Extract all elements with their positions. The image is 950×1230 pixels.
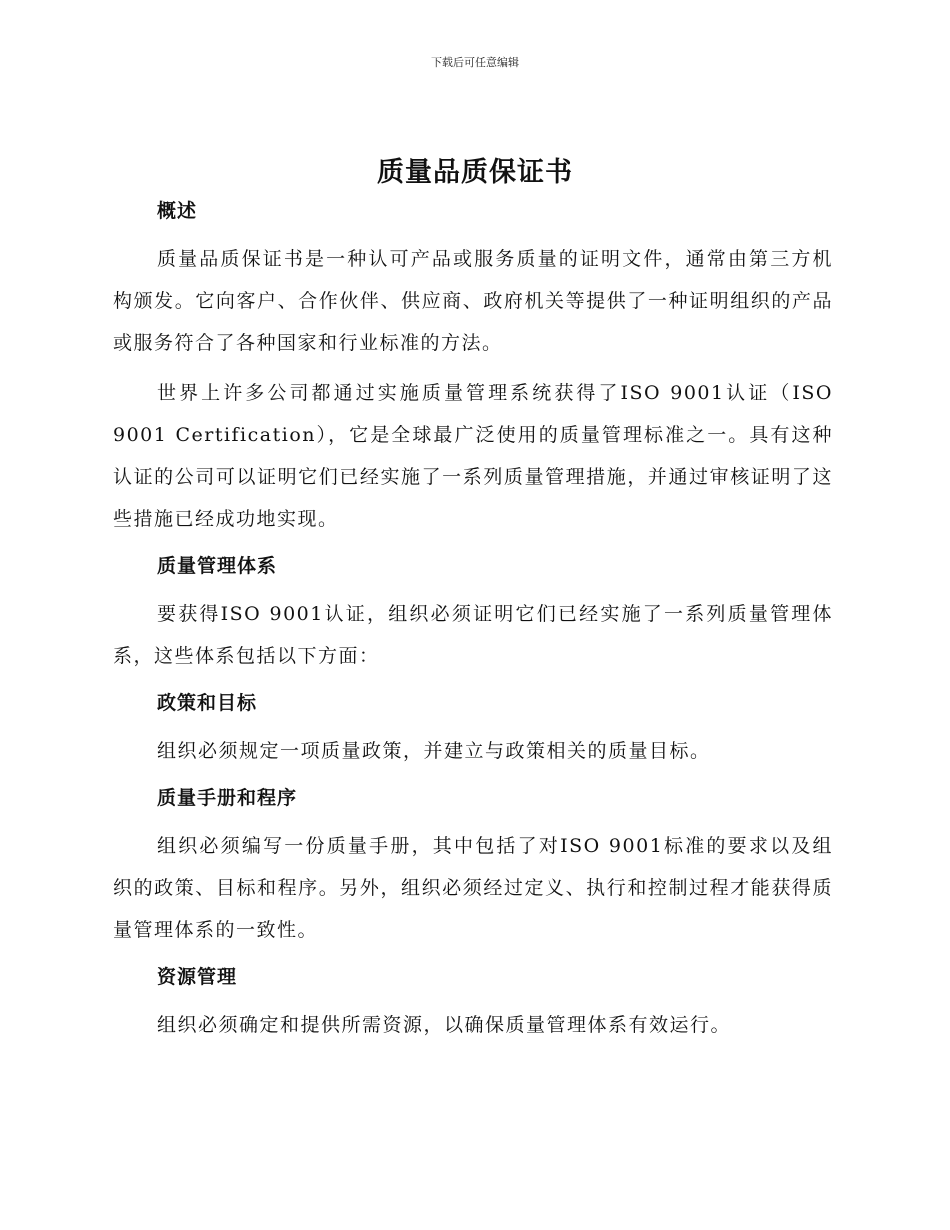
paragraph-overview-2: 世界上许多公司都通过实施质量管理系统获得了ISO 9001认证（ISO 9001 Certification），它是全球最广泛使用的质量管理标准之一。具有这种认证的公司可以证明它们已经实施了一系列质量管理措施，并通过审核证明了这些措施已经成功地实现。 [113, 382, 833, 530]
paragraph-qms-1: 要获得ISO 9001认证，组织必须证明它们已经实施了一系列质量管理体系，这些体系包括以下方面： [113, 603, 833, 667]
section-heading-resources: 资源管理 [157, 966, 238, 988]
header-note: 下载后可任意编辑 [431, 56, 519, 69]
section-heading-policy: 政策和目标 [157, 692, 258, 714]
paragraph-manual-1: 组织必须编写一份质量手册，其中包括了对ISO 9001标准的要求以及组织的政策、目标和程序。另外，组织必须经过定义、执行和控制过程才能获得质量管理体系的一致性。 [113, 835, 833, 941]
section-heading-qms: 质量管理体系 [157, 555, 278, 577]
section-heading-manual: 质量手册和程序 [157, 787, 298, 809]
document-body [113, 193, 833, 1054]
section-heading-overview: 概述 [157, 200, 198, 222]
paragraph-overview-1: 质量品质保证书是一种认可产品或服务质量的证明文件，通常由第三方机构颁发。它向客户、合作伙伴、供应商、政府机关等提供了一种证明组织的产品或服务符合了各种国家和行业标准的方法。 [113, 248, 833, 354]
page-title: 质量品质保证书 [377, 157, 573, 188]
paragraph-policy-1: 组织必须规定一项质量政策，并建立与政策相关的质量目标。 [157, 740, 711, 762]
paragraph-resources-1: 组织必须确定和提供所需资源，以确保质量管理体系有效运行。 [157, 1014, 732, 1036]
